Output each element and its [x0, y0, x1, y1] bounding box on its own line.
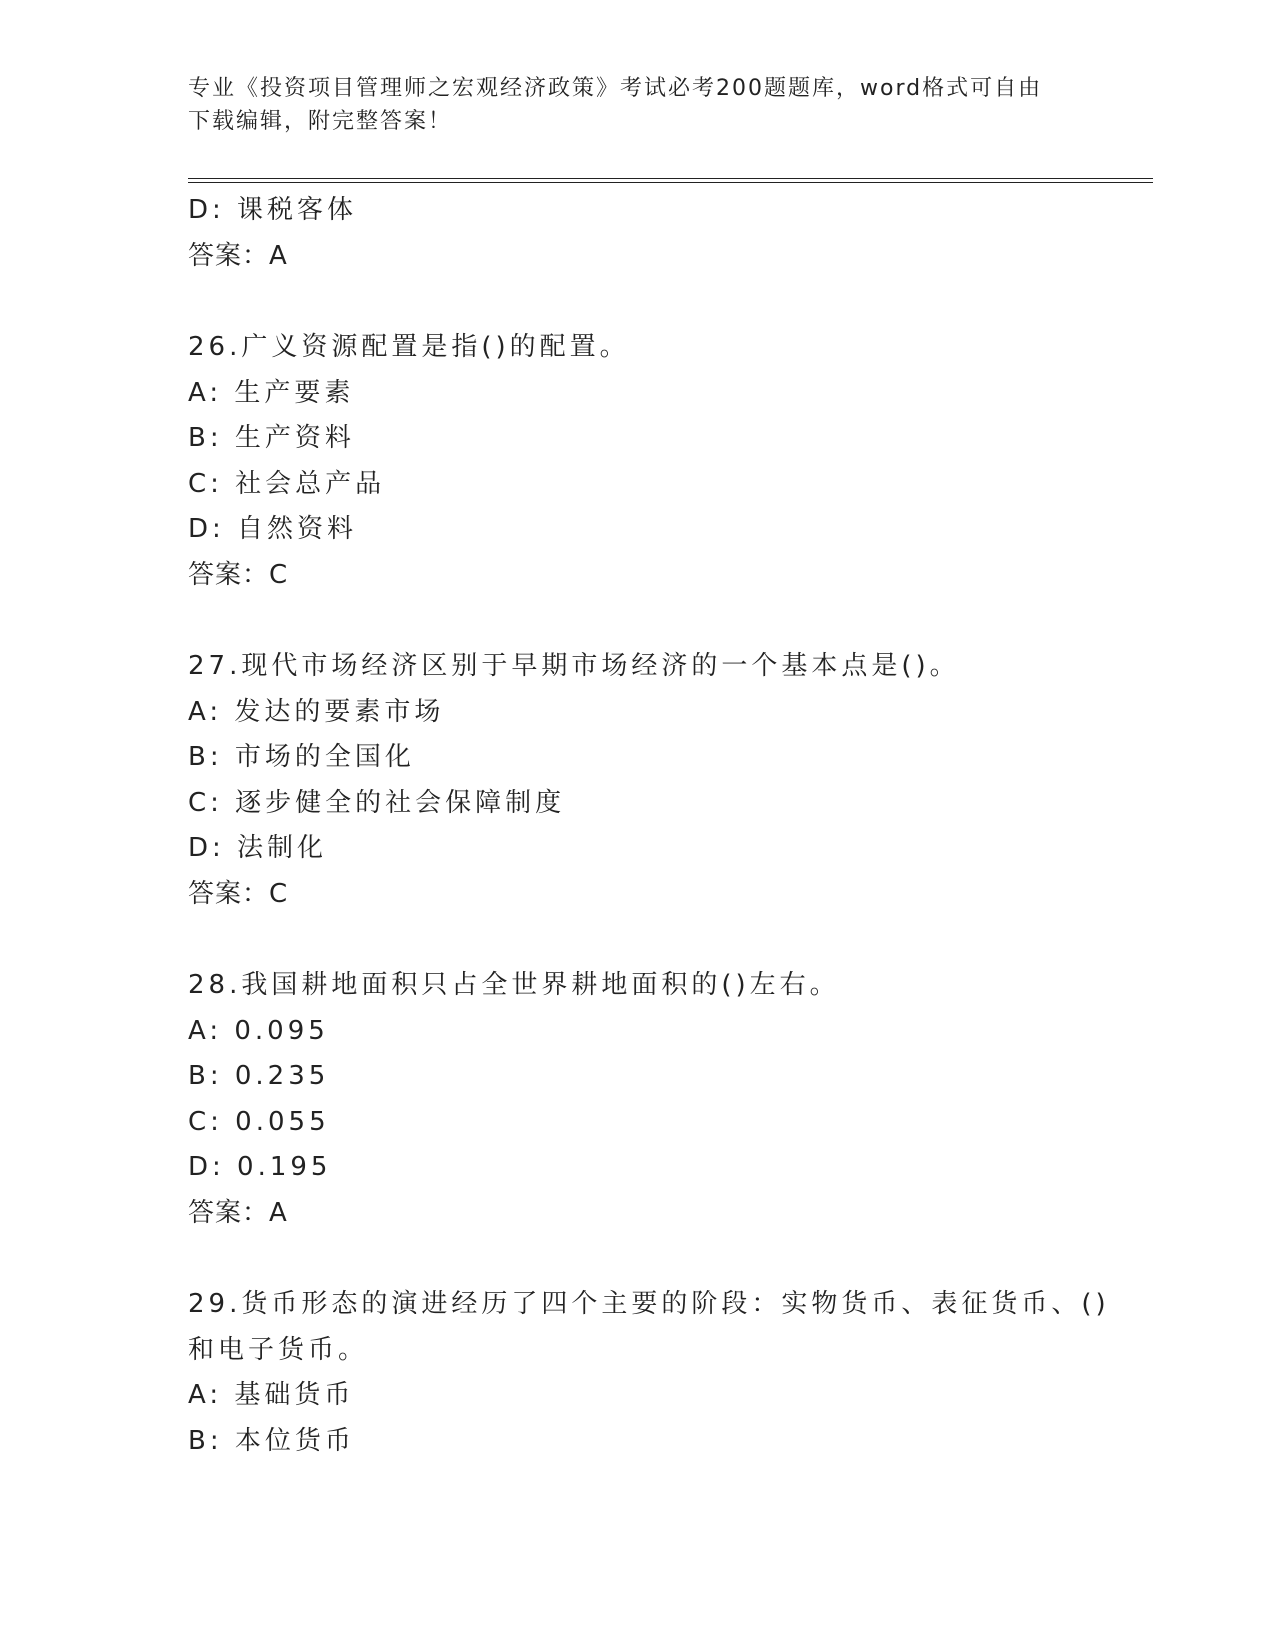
option-c: C: 逐步健全的社会保障制度 [188, 787, 566, 818]
question-26 [188, 325, 1148, 598]
spacer [188, 598, 1148, 644]
question-text-line-2: 和电子货币。 [188, 1334, 369, 1365]
question-text: 26.广义资源配置是指()的配置。 [188, 332, 630, 362]
header-divider-top [188, 178, 1153, 179]
spacer [188, 917, 1148, 963]
option-b: B: 市场的全国化 [188, 742, 415, 772]
option-d: D: 课税客体 [188, 195, 358, 225]
option-a: A: 0.095 [188, 1015, 329, 1046]
option-d: D: 0.195 [188, 1152, 332, 1182]
header-line-2: 下载编辑，附完整答案！ [188, 109, 453, 134]
document-header [188, 72, 1088, 138]
question-text: 27.现代市场经济区别于早期市场经济的一个基本点是()。 [188, 651, 960, 681]
question-27 [188, 644, 1148, 917]
option-b: B: 生产资料 [188, 423, 355, 453]
spacer [188, 279, 1148, 325]
question-text: 28.我国耕地面积只占全世界耕地面积的()左右。 [188, 970, 840, 1000]
question-text-line-1: 29.货币形态的演进经历了四个主要的阶段：实物货币、表征货币、() [188, 1289, 1110, 1319]
header-line-1: 专业《投资项目管理师之宏观经济政策》考试必考200题题库，word格式可自由 [188, 76, 1043, 101]
answer-line: 答案：C [188, 878, 289, 909]
question-29 [188, 1282, 1148, 1464]
option-d: D: 法制化 [188, 833, 328, 863]
question-content [188, 188, 1148, 1464]
option-a: A: 发达的要素市场 [188, 696, 445, 727]
header-divider-bottom [188, 182, 1153, 183]
option-a: A: 生产要素 [188, 377, 355, 408]
spacer [188, 1236, 1148, 1282]
question-28 [188, 963, 1148, 1236]
option-c: C: 0.055 [188, 1106, 330, 1137]
answer-line: 答案：C [188, 559, 289, 590]
answer-line: 答案：A [188, 240, 288, 271]
option-b: B: 0.235 [188, 1061, 330, 1091]
option-d: D: 自然资料 [188, 514, 358, 544]
option-c: C: 社会总产品 [188, 468, 386, 499]
option-a: A: 基础货币 [188, 1380, 355, 1410]
answer-line: 答案：A [188, 1197, 288, 1228]
option-b: B: 本位货币 [188, 1425, 355, 1456]
